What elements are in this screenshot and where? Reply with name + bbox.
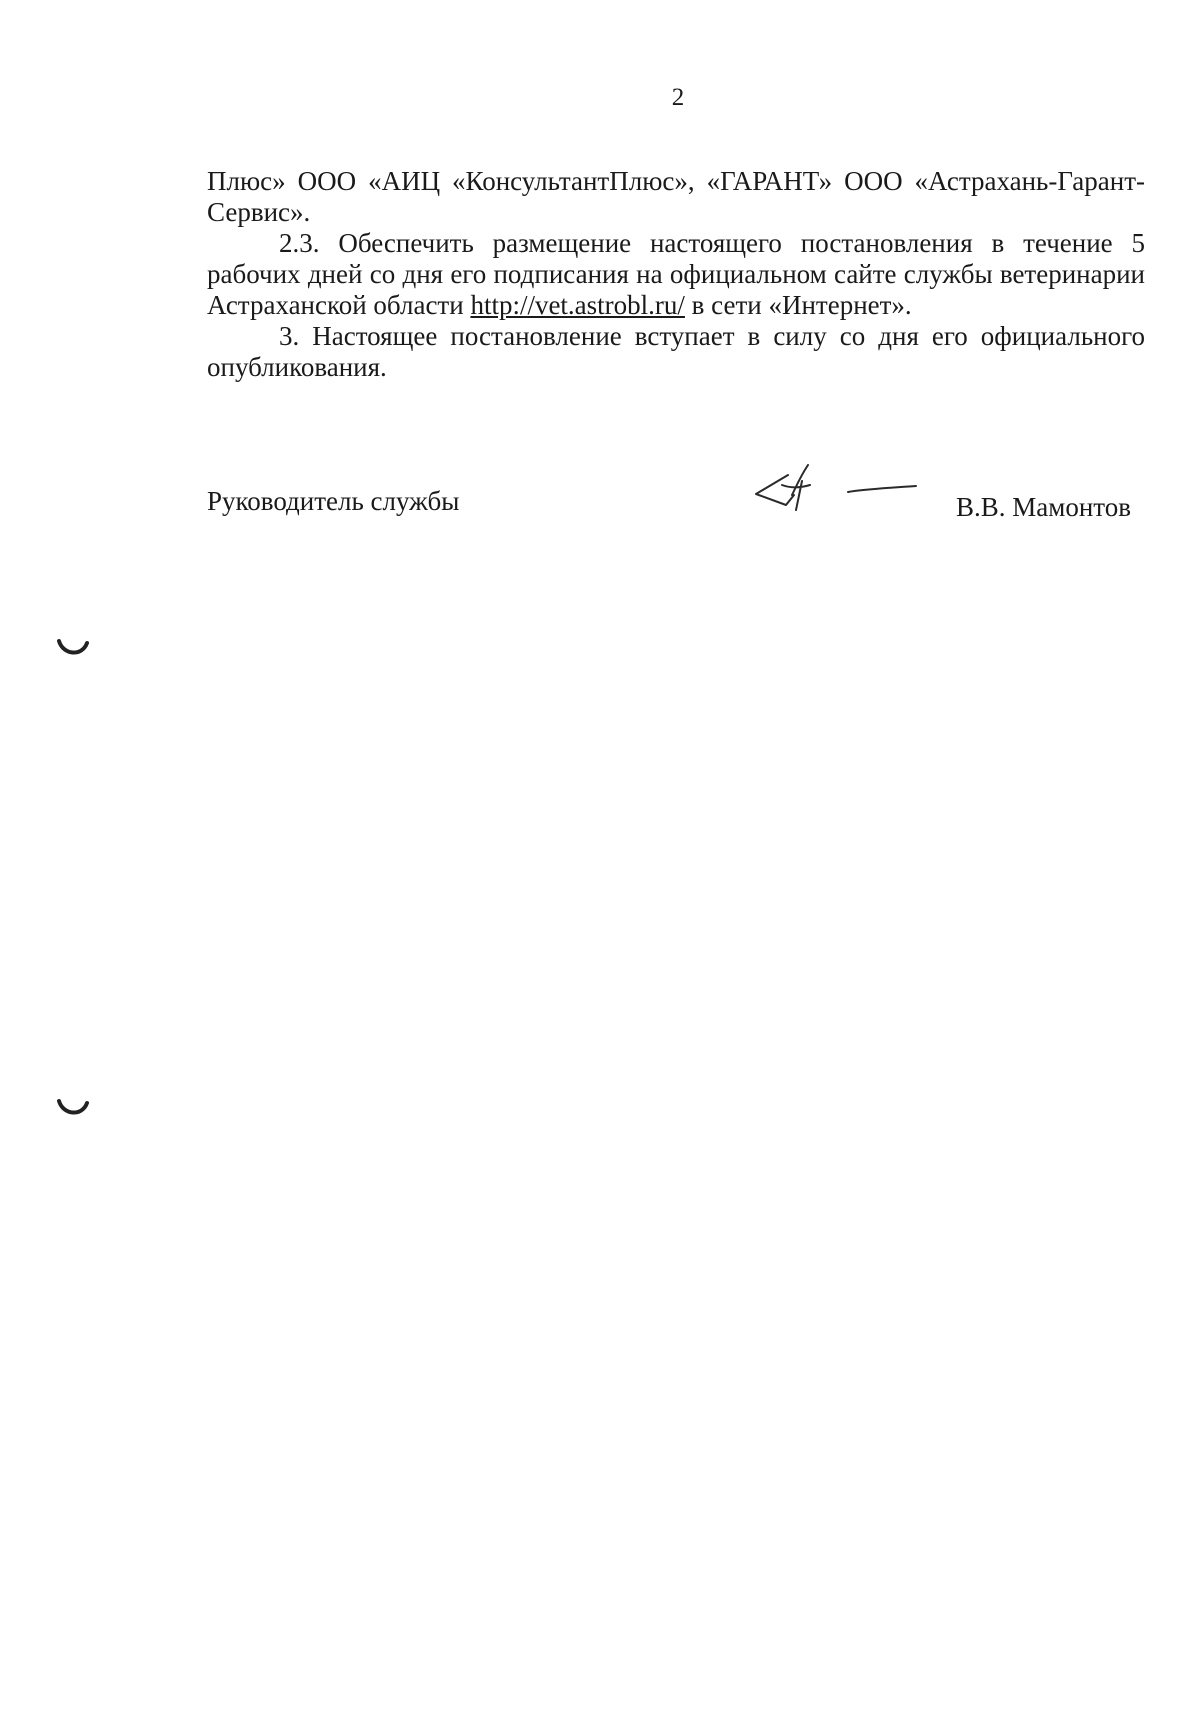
punch-hole-mark-icon: [56, 1098, 90, 1120]
punch-hole-mark-icon: [56, 638, 90, 660]
paragraph-continuation: Плюс» ООО «АИЦ «КонсультантПлюс», «ГАРАНТ» ООО «Астрахань-Гарант-Сервис».: [207, 166, 1145, 227]
website-link[interactable]: http://vet.astrobl.ru/: [470, 290, 685, 320]
document-body: [207, 166, 1145, 383]
paragraph-3: 3. Настоящее постановление вступает в силу со дня его официального опубликования.: [207, 321, 1145, 382]
signer-title: Руководитель службы: [207, 486, 460, 516]
paragraph-2-3-text: 2.3. Обеспечить размещение настоящего постановления в течение 5 рабочих дней со дня его подписания на официальном сайте службы ветеринарии Астраханской области: [207, 228, 1145, 320]
page-number: 2: [671, 84, 685, 111]
signer-name: В.В. Мамонтов: [956, 492, 1131, 522]
handwritten-signature: [748, 455, 923, 525]
paragraph-2-3: [207, 228, 1145, 321]
paragraph-2-3-tail: в сети «Интернет».: [684, 290, 912, 320]
